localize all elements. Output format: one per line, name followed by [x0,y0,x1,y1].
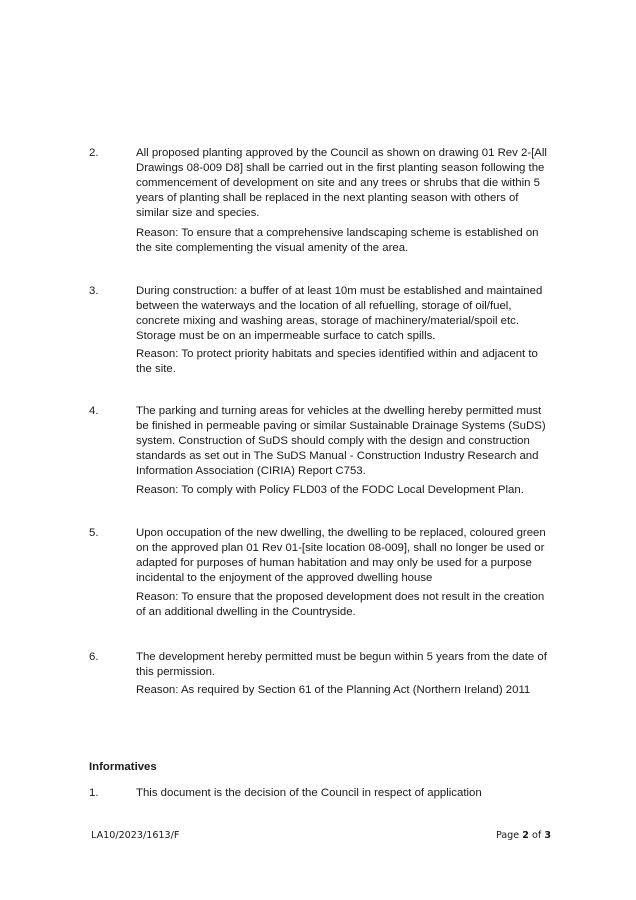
condition-text: Upon occupation of the new dwelling, the dwelling to be replaced, coloured green on the approved plan 01 Rev 01-[site location 08-009], shall no longer be used or adapted for purposes of human habitation and may only be used for a purpose incidental to the enjoyment of the approved dwelling house [136,527,546,584]
page-of: of [532,830,542,841]
informative-text: This document is the decision of the Council in respect of application [136,787,482,799]
condition-reason: Reason: To comply with Policy FLD03 of the FODC Local Development Plan. [136,484,524,496]
footer-page-number [496,830,551,841]
condition-number: 6. [89,651,99,663]
condition-text: The development hereby permitted must be begun within 5 years from the date of this permission. [136,651,547,678]
page-word: Page [495,830,520,841]
condition-reason: Reason: To ensure that a comprehensive landscaping scheme is established on the site complementing the visual amenity of the area. [136,227,539,254]
condition-text: All proposed planting approved by the Council as shown on drawing 01 Rev 2-[All Drawings 08-009 D8] shall be carried out in the first planting season following the commencement of development on site and any trees or shrubs that die within 5 years of planting shall be replaced in the next planting season with others of similar size and species. [136,147,547,219]
condition-text: During construction: a buffer of at least 10m must be established and maintained between the waterways and the location of all refuelling, storage of oil/fuel, concrete mixing and washing areas, storage of machinery/material/spoil etc. Storage must be on an impermeable surface to catch spills. [136,285,543,342]
condition-reason: Reason: As required by Section 61 of the Planning Act (Northern Ireland) 2011 [136,684,531,696]
footer-reference: LA10/2023/1613/F [91,830,180,841]
condition-reason: Reason: To protect priority habitats and species identified within and adjacent to the site. [136,348,538,375]
informatives-heading: Informatives [89,761,157,773]
condition-text: The parking and turning areas for vehicles at the dwelling hereby permitted must be finished in permeable paving or similar Sustainable Drainage Systems (SuDS) system. Construction of SuDS should comply with the design and construction standards as set out in The SuDS Manual - Construction Industry Research and Information Association (CIRIA) Report C753. [136,405,546,477]
page-current: 2 [522,830,529,841]
condition-number: 4. [89,405,99,417]
informative-number: 1. [89,787,99,799]
condition-number: 5. [89,527,99,539]
condition-reason: Reason: To ensure that the proposed development does not result in the creation of an additional dwelling in the Countryside. [136,591,545,618]
condition-number: 3. [89,285,99,297]
page-total: 3 [544,830,551,841]
condition-number: 2. [89,147,99,159]
